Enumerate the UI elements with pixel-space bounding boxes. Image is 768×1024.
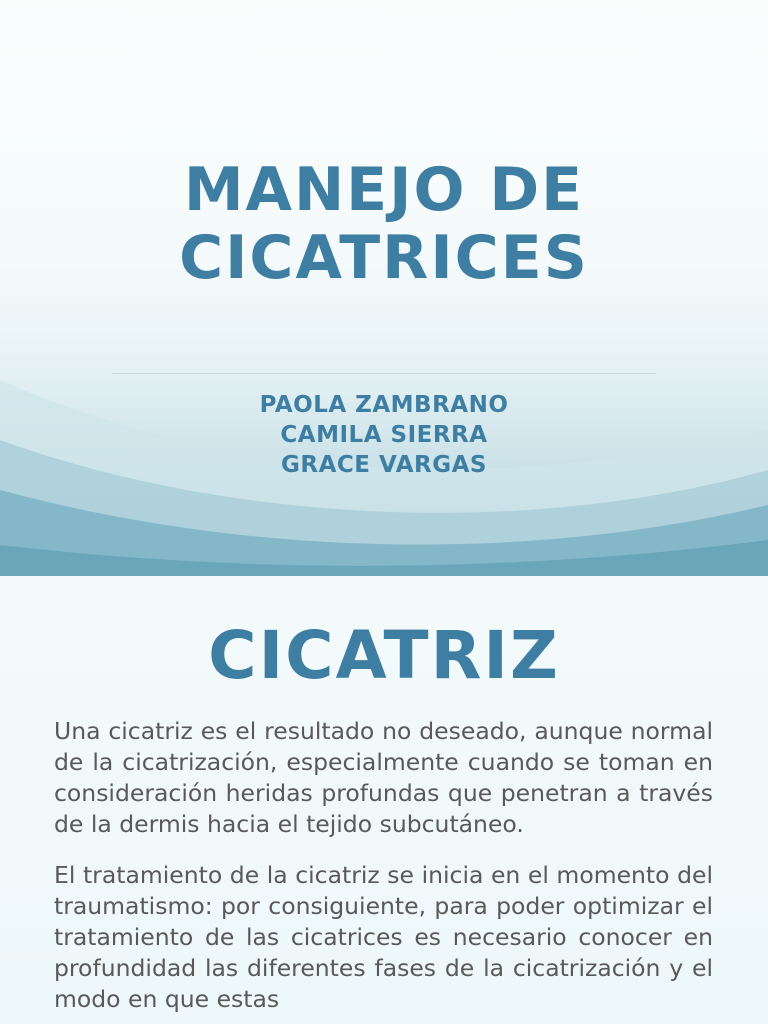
- authors-list: [0, 390, 768, 480]
- author-name: PAOLA ZAMBRANO: [259, 392, 509, 418]
- title-line-2: CICATRICES: [179, 223, 589, 293]
- author-name: CAMILA SIERRA: [280, 422, 488, 448]
- title-line-1: MANEJO DE: [183, 155, 585, 225]
- slide-body: [54, 716, 713, 1024]
- body-paragraph: Una cicatriz es el resultado no deseado, aunque normal de la cicatrización, especialmente cuando se toman en consideración heridas profundas que penetran a través de la dermis hacia el tejido subcutáneo.: [54, 717, 713, 838]
- body-paragraph: El tratamiento de la cicatriz se inicia en el momento del traumatismo: por consiguiente, para poder optimizar el tratamiento de las cicatrices es necesario conocer en profundidad las diferentes fases de la cicatrización y el modo en que estas: [54, 861, 713, 1013]
- title-box: [112, 100, 656, 372]
- slide-heading: CICATRIZ: [208, 617, 560, 694]
- content-slide: [0, 576, 768, 1024]
- author-name: GRACE VARGAS: [281, 452, 487, 478]
- slide-title: [112, 156, 656, 292]
- title-divider: [112, 373, 656, 374]
